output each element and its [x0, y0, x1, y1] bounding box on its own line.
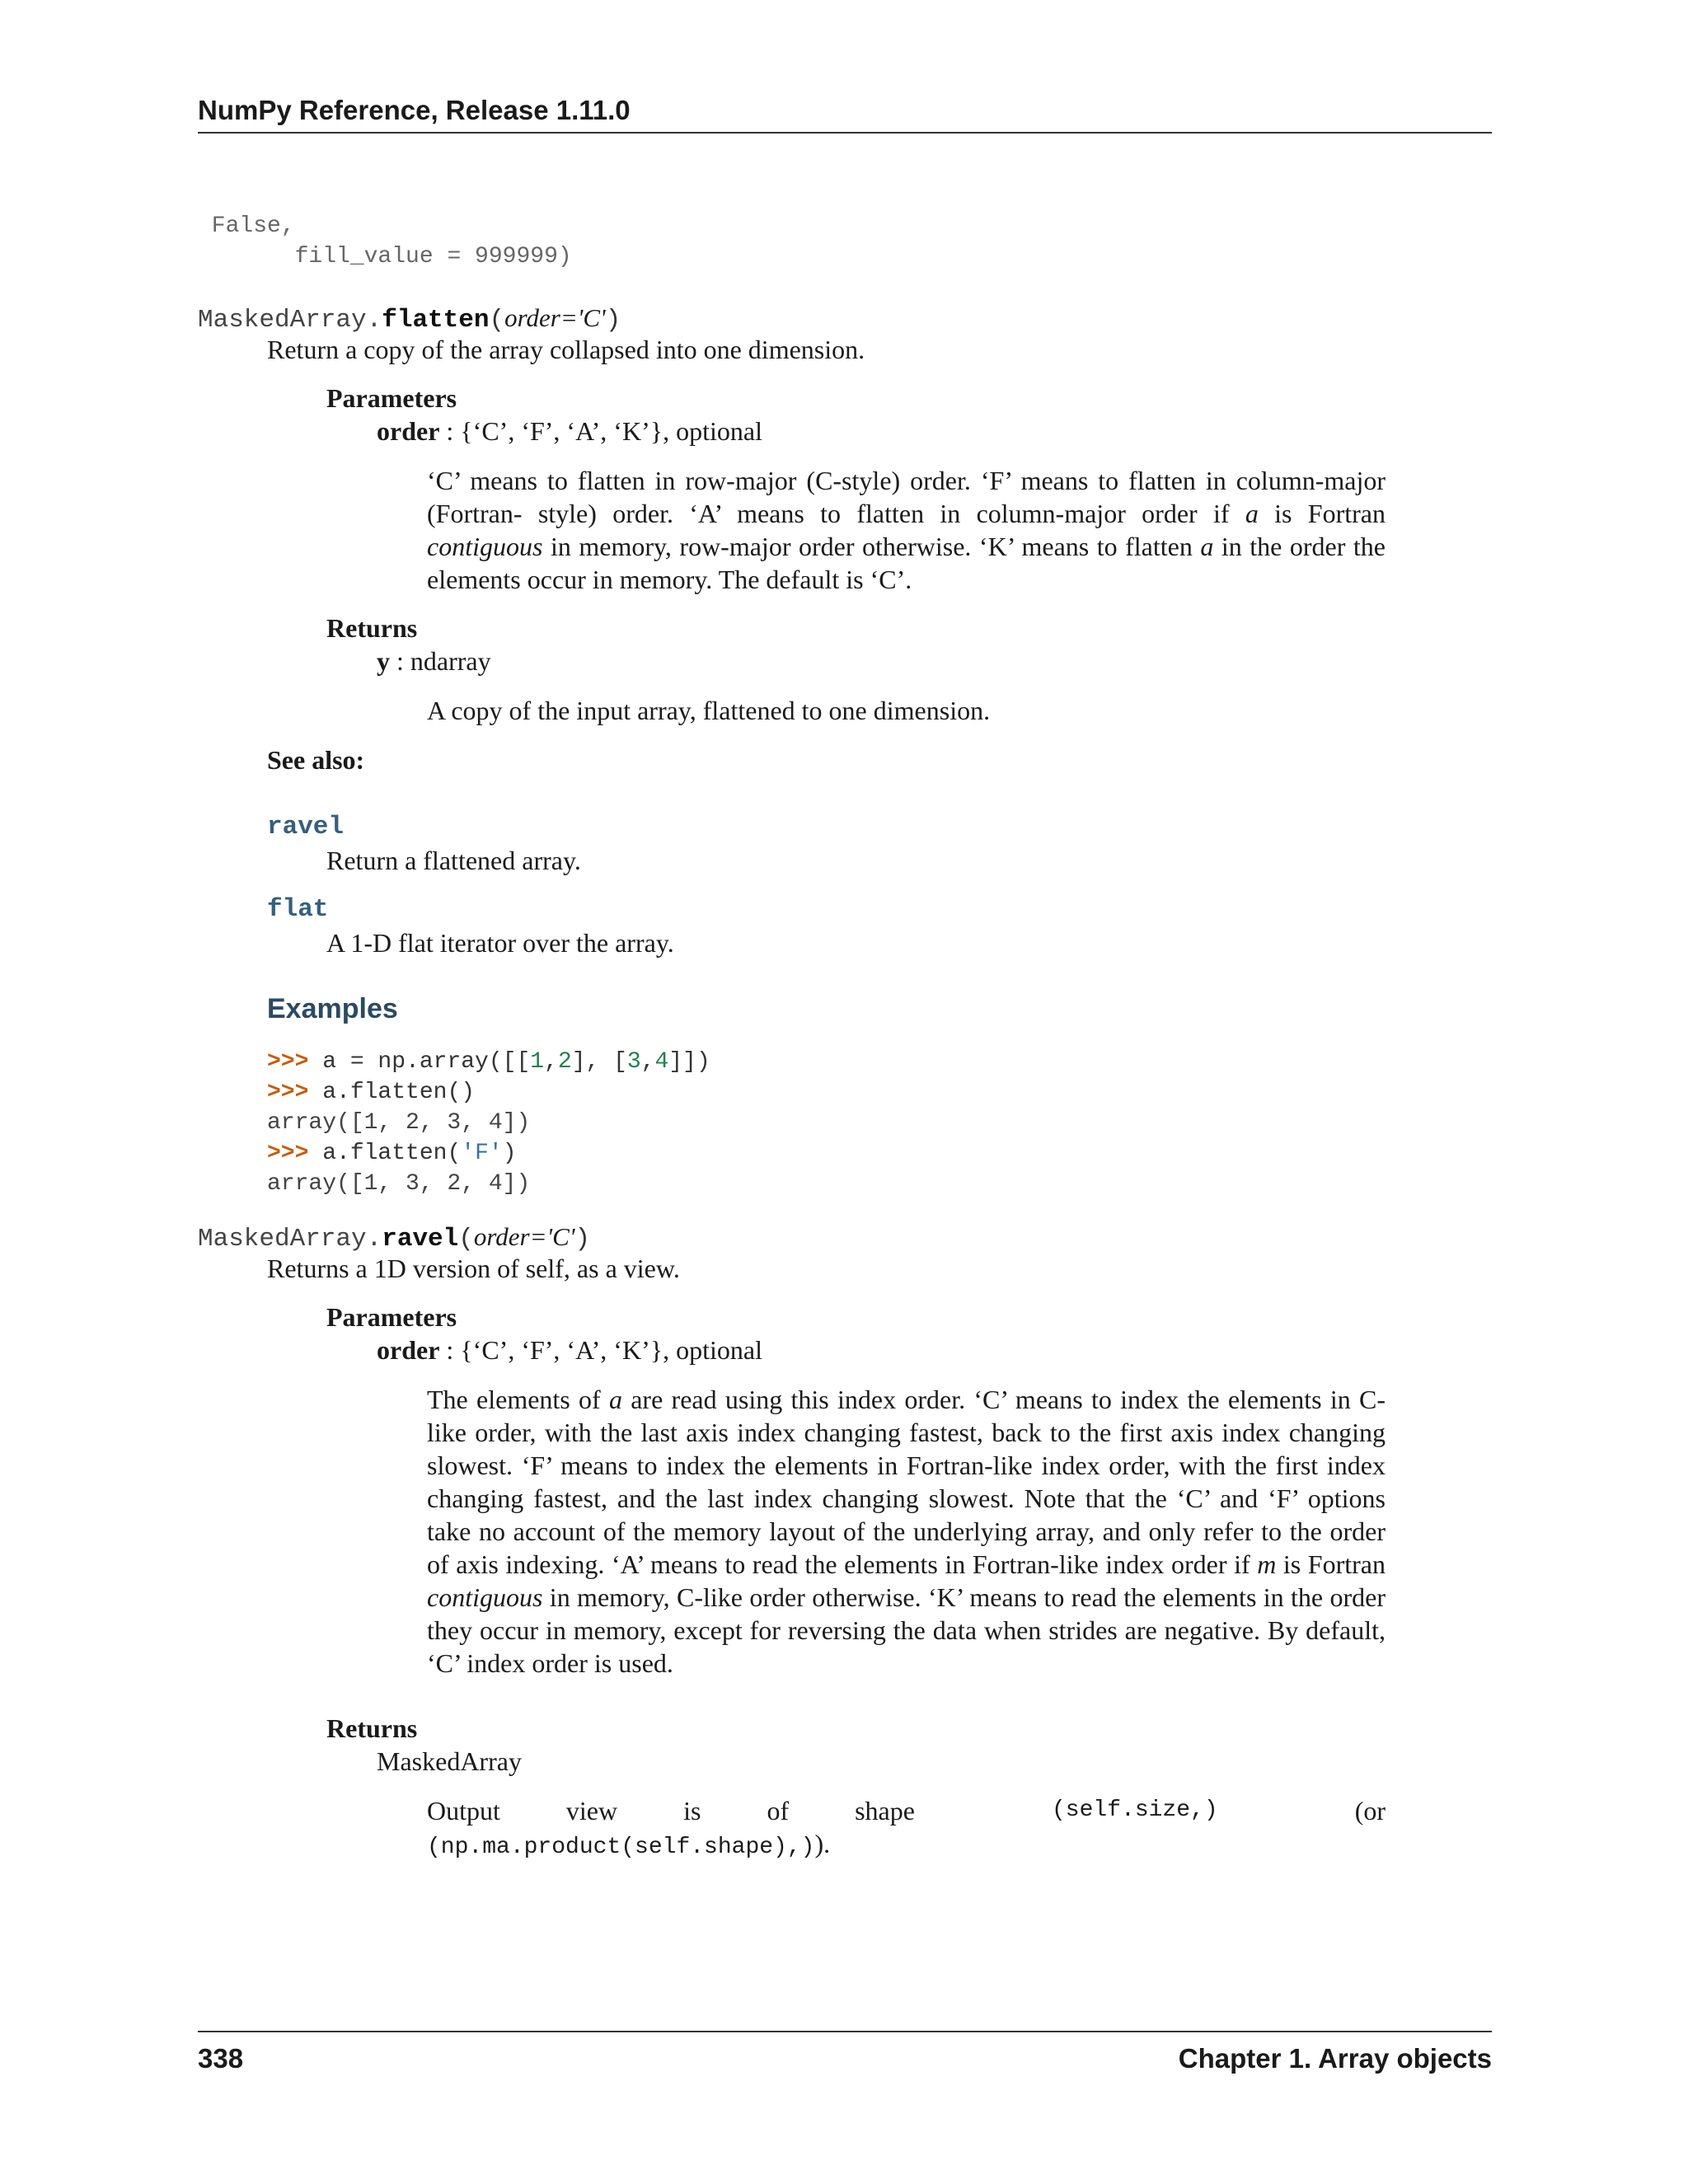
code-text: a.flatten() — [308, 1080, 476, 1105]
previous-code-continuation — [198, 211, 572, 272]
examples-heading: Examples — [267, 993, 398, 1024]
ravel-parameters-heading: Parameters — [326, 1302, 457, 1332]
text-run-italic: a — [1200, 532, 1214, 561]
return-name: y — [377, 646, 390, 676]
code-text: ]]) — [668, 1049, 710, 1075]
param-name: order — [377, 1335, 440, 1365]
examples-code-block — [267, 1047, 710, 1199]
ravel-signature — [198, 1221, 590, 1256]
flatten-returns-heading: Returns — [326, 613, 418, 643]
return-type: : ndarray — [390, 646, 491, 676]
code-text: a.flatten( — [308, 1141, 462, 1166]
code-output: array([1, 2, 3, 4]) — [267, 1110, 531, 1136]
footer-chapter: Chapter 1. Array objects — [1178, 2043, 1492, 2074]
flatten-return-y — [377, 644, 491, 677]
ravel-returns-heading: Returns — [326, 1713, 418, 1743]
signature-method: ravel — [382, 1225, 459, 1254]
see-also-heading: See also: — [267, 745, 365, 775]
text-run: in memory, C-like order otherwise. ‘K’ means to read the elements in the order they occur in memory, except for reversing the data when strides are negative. By default, ‘C’ index order is used. — [427, 1582, 1386, 1678]
text-run-italic: a — [608, 1385, 622, 1414]
signature-class: MaskedArray. — [198, 1225, 382, 1254]
signature-open-paren: ( — [489, 306, 505, 335]
see-also-link-flat[interactable]: flat — [267, 895, 329, 924]
return-desc-line-1 — [427, 1794, 1386, 1827]
code-number: 2 — [557, 1049, 572, 1075]
signature-close-paren: ) — [605, 306, 621, 335]
text-run: in memory, row-major order otherwise. ‘K’ means to flatten — [542, 532, 1201, 561]
code-text: , — [640, 1049, 655, 1075]
document-page — [198, 0, 1492, 2184]
flatten-param-description — [427, 464, 1386, 596]
flatten-parameters-heading: Parameters — [326, 383, 457, 413]
code-text: ], [ — [571, 1049, 627, 1075]
text-run: (or — [1354, 1796, 1386, 1825]
param-name: order — [377, 416, 440, 446]
code-line: False, — [198, 213, 295, 239]
code-prompt: >>> — [267, 1141, 309, 1166]
return-desc-line-2 — [427, 1827, 1386, 1864]
signature-param: order='C' — [504, 303, 606, 332]
inline-code: (self.size,) — [1052, 1797, 1218, 1823]
ravel-summary: Returns a 1D version of self, as a view. — [267, 1254, 680, 1283]
param-type: : {‘C’, ‘F’, ‘A’, ‘K’}, optional — [439, 416, 762, 446]
code-output: array([1, 3, 2, 4]) — [267, 1171, 531, 1197]
see-also-link-ravel[interactable]: ravel — [267, 813, 345, 841]
code-number: 1 — [530, 1049, 545, 1075]
ravel-return-type: MaskedArray — [377, 1746, 522, 1776]
code-string: 'F' — [461, 1141, 503, 1166]
signature-close-paren: ) — [574, 1225, 591, 1254]
header-title: NumPy Reference, Release 1.11.0 — [198, 95, 631, 125]
ravel-param-order — [377, 1333, 762, 1366]
code-text: , — [544, 1049, 558, 1075]
param-type: : {‘C’, ‘F’, ‘A’, ‘K’}, optional — [439, 1335, 762, 1365]
text-run: in the order the elements occur in memory. The default is ‘C’. — [427, 532, 1386, 594]
text-run: ). — [814, 1829, 831, 1858]
text-run-italic: contiguous — [427, 1582, 543, 1612]
code-prompt: >>> — [267, 1049, 309, 1075]
text-run: Output view is of shape — [427, 1796, 915, 1825]
text-run: ‘C’ means to flatten in row-major (C-style) order. ‘F’ means to flatten in column-major (Fortran- style) order. ‘A’ means to flatten in column-major order if — [427, 466, 1386, 528]
flatten-param-order — [377, 415, 762, 448]
signature-method: flatten — [382, 306, 490, 335]
flatten-return-description: A copy of the input array, flattened to one dimension. — [427, 696, 991, 725]
footer-page-number: 338 — [198, 2043, 244, 2074]
code-text: a = np.array([[ — [308, 1049, 531, 1075]
text-run: are read using this index order. ‘C’ means to index the elements in C-like order, with the last axis index changing fastest, back to the first axis index changing slowest. ‘F’ means to index the elements in Fortran-like index order, with the first index changing fastest, and the last index changing slowest. Note that the ‘C’ and ‘F’ options take no account of the memory layout of the underlying array, and only refer to the order of axis indexing. ‘A’ means to read the elements in Fortran-like index order if — [427, 1385, 1386, 1579]
page-footer — [198, 2031, 1492, 2074]
code-line: fill_value = 999999) — [198, 244, 572, 269]
text-run: is Fortran — [1258, 499, 1386, 528]
text-run-italic: a — [1245, 499, 1259, 528]
code-prompt: >>> — [267, 1080, 309, 1105]
text-run-italic: m — [1257, 1549, 1277, 1579]
ravel-return-description — [427, 1794, 1386, 1864]
see-also-desc-ravel: Return a flattened array. — [326, 846, 581, 875]
code-text: ) — [502, 1141, 517, 1166]
flatten-signature — [198, 302, 621, 337]
signature-param: order='C' — [473, 1222, 575, 1251]
code-number: 3 — [626, 1049, 641, 1075]
inline-code: (np.ma.product(self.shape),) — [427, 1835, 815, 1860]
text-run-italic: contiguous — [427, 532, 543, 561]
code-number: 4 — [654, 1049, 669, 1075]
text-run: is Fortran — [1276, 1549, 1386, 1579]
signature-open-paren: ( — [458, 1225, 474, 1254]
ravel-param-description — [427, 1383, 1386, 1680]
page-header — [198, 92, 1492, 134]
flatten-summary: Return a copy of the array collapsed into one dimension. — [267, 335, 865, 364]
text-run: The elements of — [427, 1385, 609, 1414]
see-also-desc-flat: A 1-D flat iterator over the array. — [326, 928, 674, 958]
signature-class: MaskedArray. — [198, 306, 382, 335]
